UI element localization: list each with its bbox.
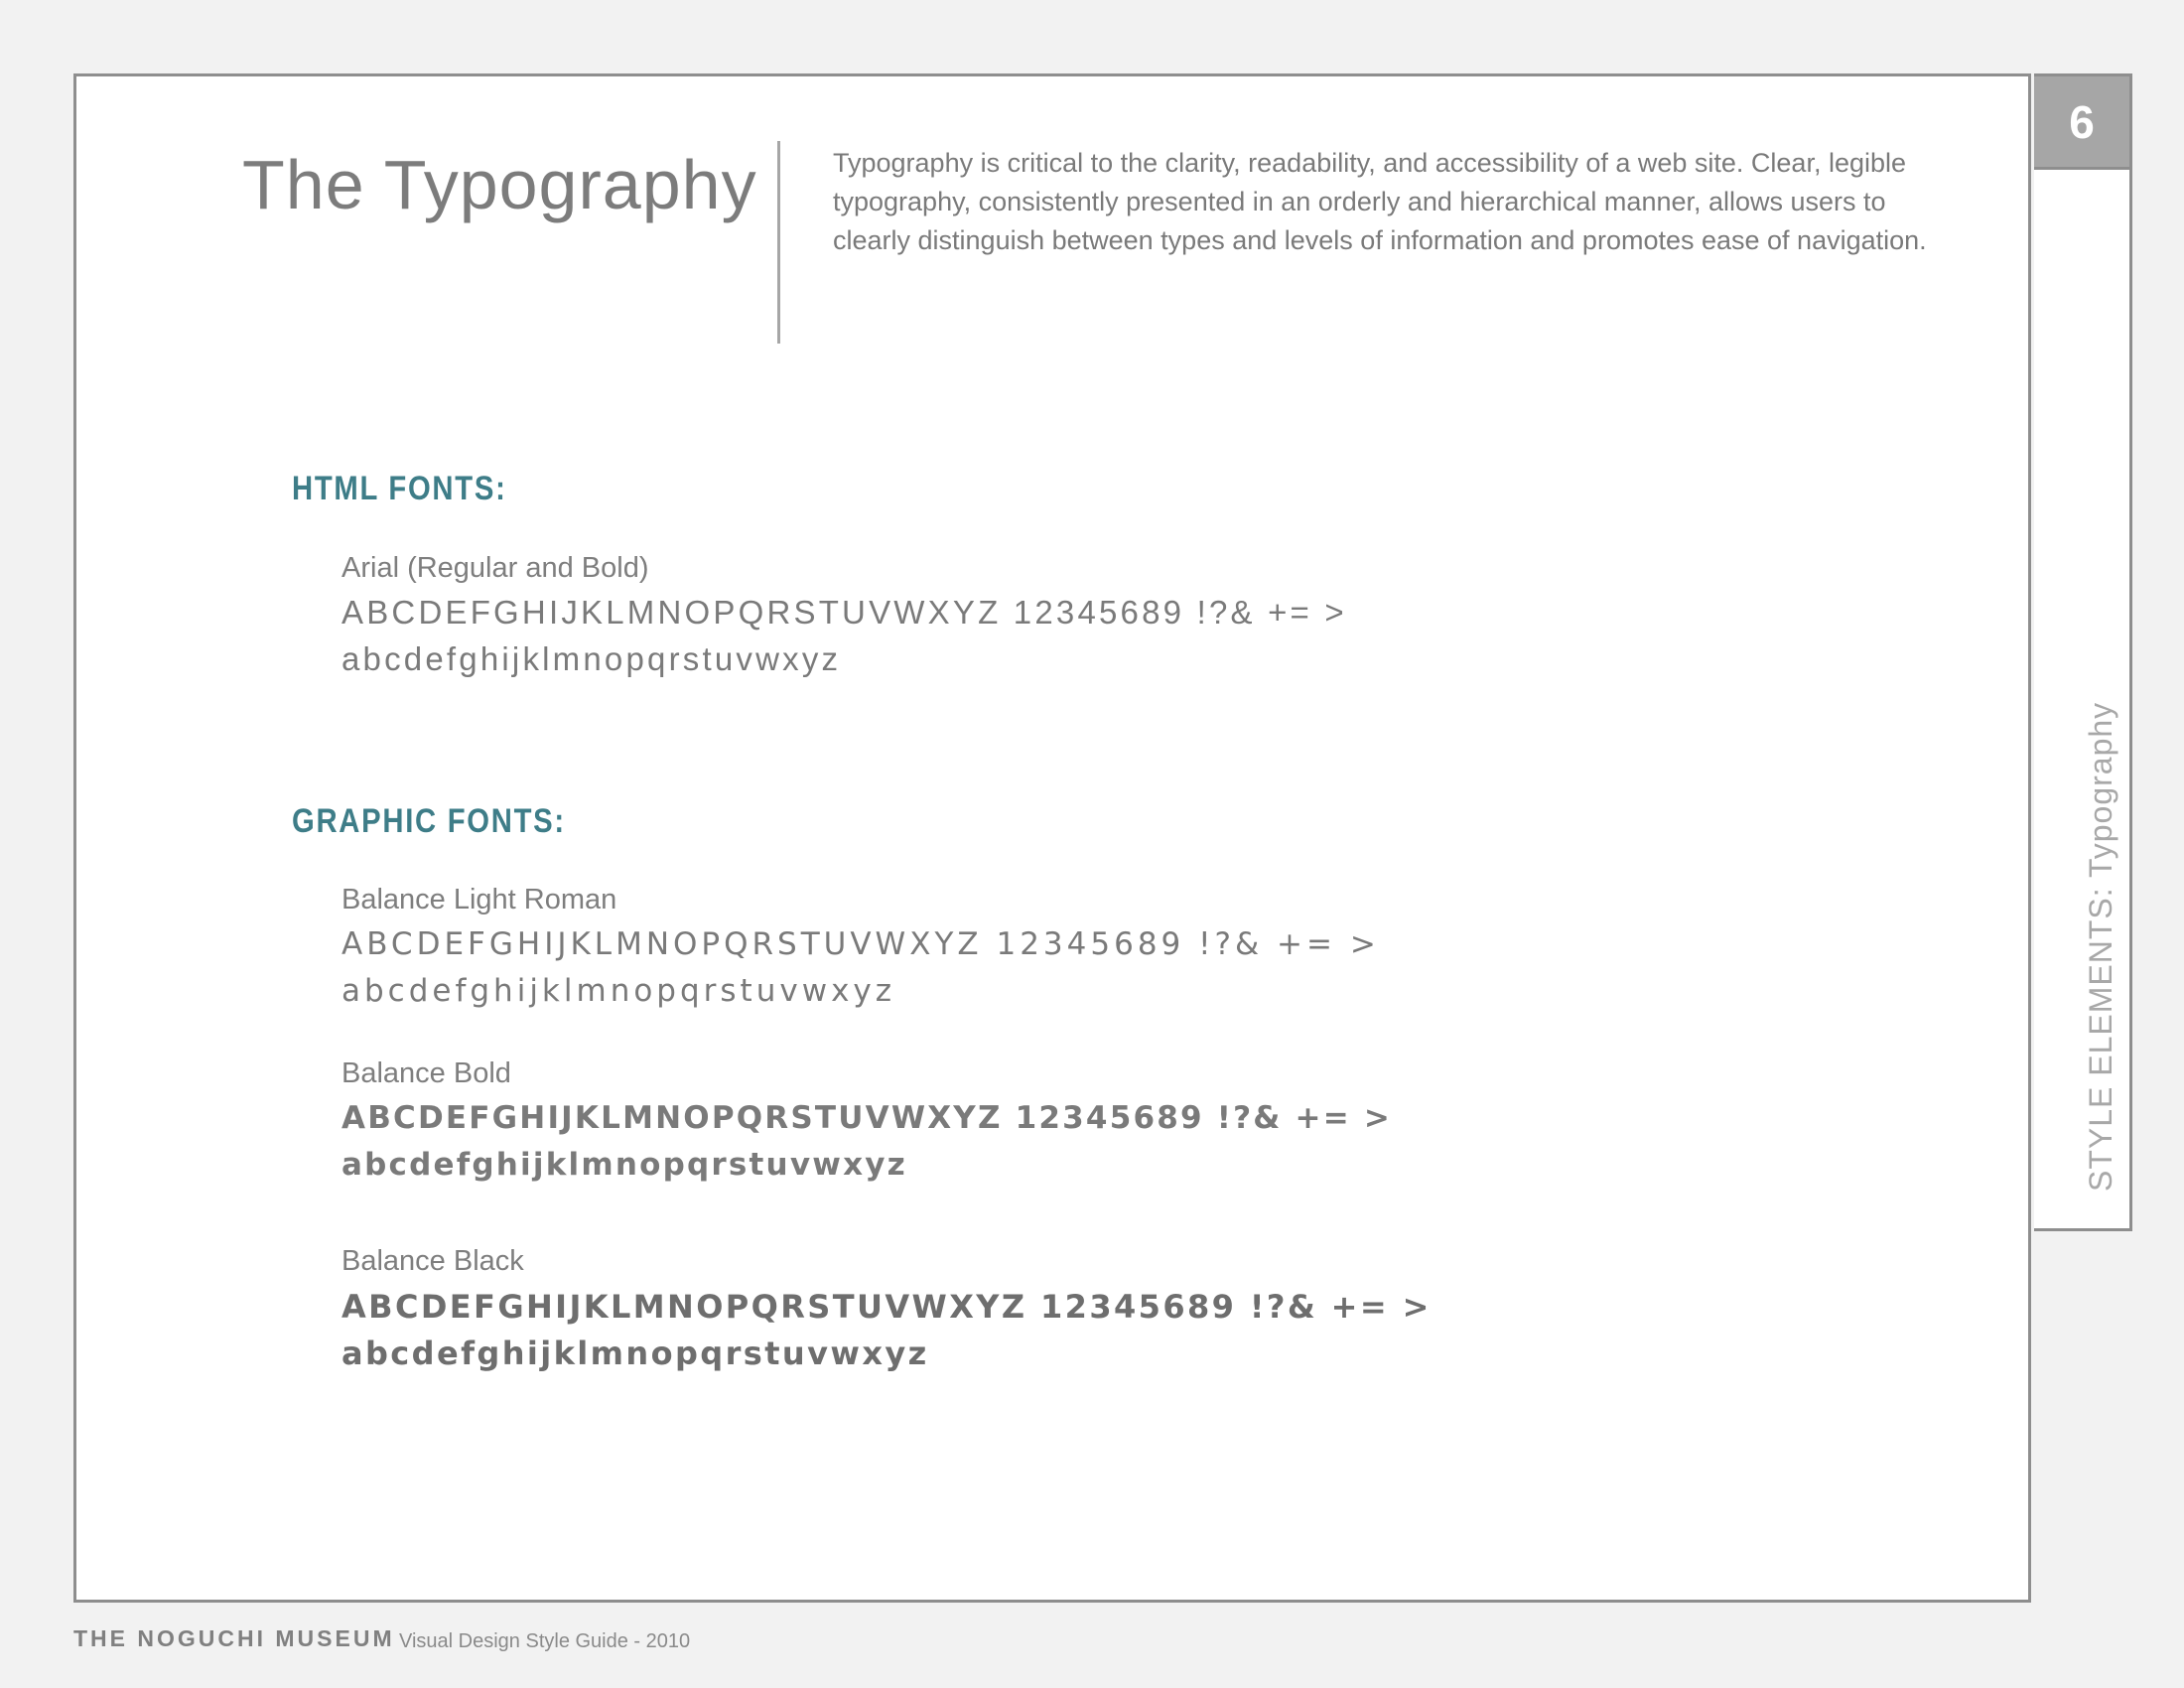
page-title: The Typography <box>242 146 757 223</box>
font-sample-arial-lowercase: abcdefghijklmnopqrstuvwxyz <box>341 640 842 677</box>
footer-brand: THE NOGUCHI MUSEUM <box>73 1625 395 1651</box>
title-divider <box>777 141 780 344</box>
font-sample-balance-bold-lowercase: abcdefghijklmnopqrstuvwxyz <box>341 1147 907 1183</box>
page-number: 6 <box>2034 76 2129 170</box>
font-name-balance-bold: Balance Bold <box>341 1057 511 1089</box>
section-label: STYLE ELEMENTS: Typography <box>2083 701 2118 1192</box>
html-fonts-heading: HTML FONTS: <box>292 470 507 507</box>
intro-paragraph: Typography is critical to the clarity, readability, and accessibility of a web site. Clear, legible typography, consistently presented in an orderly and hierarchical manner, allows users to clearly distinguish between types and levels of information and promotes ease of navigation. <box>833 148 1927 255</box>
footer-subtitle: Visual Design Style Guide - 2010 <box>399 1630 691 1652</box>
graphic-fonts-heading: GRAPHIC FONTS: <box>292 802 566 840</box>
font-name-balance-light-roman: Balance Light Roman <box>341 884 617 915</box>
font-name-balance-black: Balance Black <box>341 1245 524 1277</box>
font-sample-balance-light-lowercase: abcdefghijklmnopqrstuvwxyz <box>341 973 896 1009</box>
font-sample-balance-bold-uppercase: ABCDEFGHIJKLMNOPQRSTUVWXYZ 12345689 !?& += > <box>341 1100 1393 1136</box>
font-sample-arial-uppercase: ABCDEFGHIJKLMNOPQRSTUVWXYZ 12345689 !?& += > <box>341 594 1347 631</box>
font-sample-balance-black-lowercase: abcdefghijklmnopqrstuvwxyz <box>341 1335 929 1372</box>
font-sample-balance-light-uppercase: ABCDEFGHIJKLMNOPQRSTUVWXYZ 12345689 !?& += > <box>341 926 1380 962</box>
font-sample-balance-black-uppercase: ABCDEFGHIJKLMNOPQRSTUVWXYZ 12345689 !?& += > <box>341 1288 1432 1326</box>
font-name-arial: Arial (Regular and Bold) <box>341 552 649 584</box>
